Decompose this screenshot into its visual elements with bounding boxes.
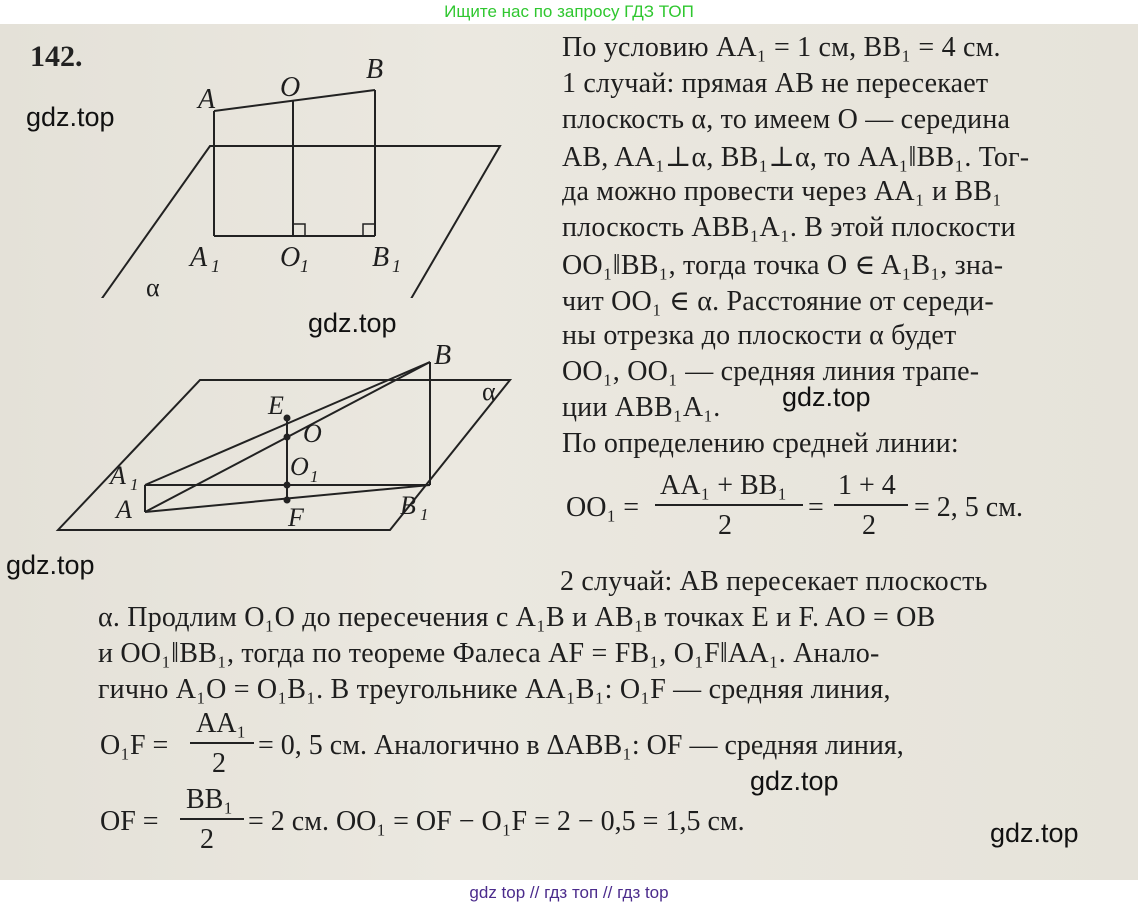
point-O bbox=[284, 434, 291, 441]
textbook-page bbox=[0, 24, 1138, 880]
label-E: E bbox=[268, 391, 284, 420]
problem-number: 142. bbox=[30, 40, 83, 73]
formula-1-den1: 2 bbox=[718, 510, 732, 541]
label-O1: O bbox=[290, 452, 309, 481]
right-angle-O1 bbox=[293, 224, 305, 236]
watermark: gdz.top bbox=[308, 308, 397, 338]
label-B1: B bbox=[372, 242, 390, 273]
text-line-12: По определению средней линии: bbox=[562, 428, 959, 459]
text-line-3: плоскость α, то имеем O — середина bbox=[562, 104, 1011, 135]
text-line-11: ции ABB₁A₁. bbox=[562, 392, 721, 423]
svg-text:1: 1 bbox=[420, 505, 429, 524]
watermark: gdz.top bbox=[6, 550, 95, 580]
label-alpha-1: α bbox=[146, 273, 160, 298]
label-F: F bbox=[288, 503, 304, 532]
label-B1: B bbox=[400, 491, 416, 520]
figure-2 bbox=[50, 342, 550, 557]
formula-1-rhs: = 2, 5 см. bbox=[914, 492, 1023, 523]
watermark: gdz.top bbox=[782, 382, 871, 412]
text-line-10: OO₁, OO₁ — средняя линия трапе- bbox=[562, 356, 980, 387]
label-B: B bbox=[434, 342, 452, 371]
formula-2-num: AA₁ bbox=[196, 708, 247, 739]
point-E bbox=[284, 415, 291, 422]
label-A1: A bbox=[110, 461, 126, 490]
text-line-14: α. Продлим O₁O до пересечения с A₁B и AB₁в точках E и F. AO = OB bbox=[98, 602, 936, 633]
label-A: A bbox=[198, 84, 216, 115]
formula-1-bar2 bbox=[834, 504, 908, 506]
formula-3-rhs: = 2 см. OO₁ = OF − O₁F = 2 − 0,5 = 1,5 см. bbox=[248, 806, 745, 837]
label-A: A bbox=[116, 495, 132, 524]
text-line-7: OO₁‖BB₁, тогда точка O ∈ A₁B₁, зна- bbox=[562, 250, 1004, 281]
text-line-15: и OO₁‖BB₁, тогда по теореме Фалеса AF = FB₁, O₁F‖AA₁. Анало- bbox=[98, 638, 880, 669]
figure-1 bbox=[90, 48, 510, 298]
formula-1-num2: 1 + 4 bbox=[838, 470, 896, 501]
label-O: O bbox=[280, 72, 301, 103]
formula-1-bar1 bbox=[655, 504, 803, 506]
formula-3-den: 2 bbox=[200, 824, 214, 855]
svg-text:1: 1 bbox=[392, 256, 401, 276]
svg-text:1: 1 bbox=[211, 256, 220, 276]
formula-1-den2: 2 bbox=[862, 510, 876, 541]
formula-1-eq: = bbox=[808, 492, 824, 523]
formula-2-bar bbox=[190, 742, 254, 744]
formula-2-den: 2 bbox=[212, 748, 226, 779]
text-line-1: По условию AA₁ = 1 см, BB₁ = 4 см. bbox=[562, 32, 1001, 63]
point-O1 bbox=[284, 482, 291, 489]
label-O1: O bbox=[280, 242, 301, 273]
text-line-8: чит OO₁ ∈ α. Расстояние от середи- bbox=[562, 286, 994, 317]
svg-text:1: 1 bbox=[130, 475, 139, 494]
bottom-banner[interactable]: gdz top // гдз топ // гдз top bbox=[469, 883, 669, 902]
formula-3-num: BB₁ bbox=[186, 784, 234, 815]
text-line-9: ны отрезка до плоскости α будет bbox=[562, 320, 957, 351]
label-B: B bbox=[366, 54, 384, 85]
text-line-4: AB, AA₁⊥α, BB₁⊥α, то AA₁‖BB₁. Тог- bbox=[562, 142, 1030, 173]
text-line-5: да можно провести через AA₁ и BB₁ bbox=[562, 176, 1003, 207]
top-banner[interactable]: Ищите нас по запросу ГДЗ ТОП bbox=[444, 2, 694, 21]
svg-text:1: 1 bbox=[310, 467, 319, 486]
label-alpha-2: α bbox=[482, 377, 496, 406]
label-O: O bbox=[303, 419, 322, 448]
label-A1: A bbox=[190, 242, 208, 273]
formula-2-rhs: = 0, 5 см. Аналогично в ΔABB₁: OF — средняя линия, bbox=[258, 730, 904, 761]
formula-3-bar bbox=[180, 818, 244, 820]
formula-3-lhs: OF = bbox=[100, 806, 159, 837]
text-line-16: гично A₁O = O₁B₁. В треугольнике AA₁B₁: O₁F — средняя линия, bbox=[98, 674, 891, 705]
text-line-2: 1 случай: прямая AB не пересекает bbox=[562, 68, 989, 99]
watermark: gdz.top bbox=[990, 818, 1079, 848]
svg-text:1: 1 bbox=[300, 256, 309, 276]
formula-1-lhs: OO₁ = bbox=[566, 492, 639, 523]
formula-2-lhs: O₁F = bbox=[100, 730, 169, 761]
formula-1-num1: AA₁ + BB₁ bbox=[660, 470, 788, 501]
watermark: gdz.top bbox=[26, 102, 115, 132]
text-line-6: плоскость ABB₁A₁. В этой плоскости bbox=[562, 212, 1016, 243]
right-angle-B1 bbox=[363, 224, 375, 236]
text-line-13: 2 случай: AB пересекает плоскость bbox=[560, 566, 988, 597]
watermark: gdz.top bbox=[750, 766, 839, 796]
